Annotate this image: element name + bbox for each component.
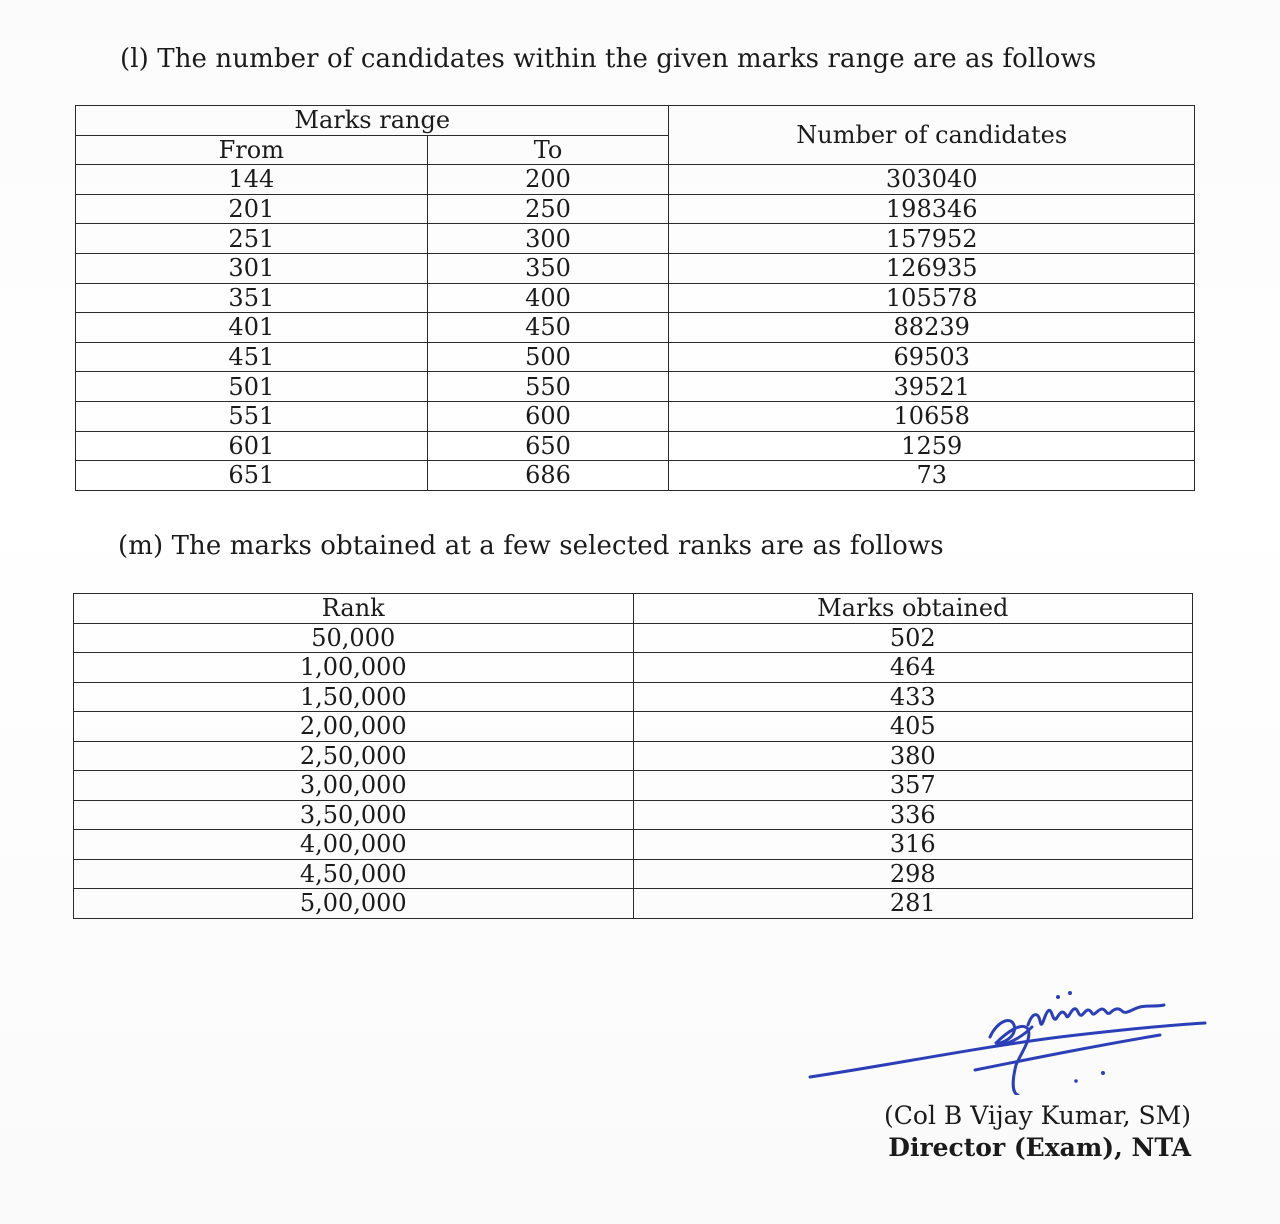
from-cell: 251 xyxy=(76,224,428,254)
from-cell: 451 xyxy=(76,342,428,372)
candidate-count-cell: 303040 xyxy=(669,165,1195,195)
from-cell: 601 xyxy=(76,431,428,461)
candidate-count-cell: 198346 xyxy=(669,194,1195,224)
marks-cell: 433 xyxy=(633,682,1193,712)
rank-cell: 3,50,000 xyxy=(74,800,634,830)
marks-cell: 336 xyxy=(633,800,1193,830)
from-cell: 401 xyxy=(76,313,428,343)
candidate-count-cell: 69503 xyxy=(669,342,1195,372)
to-cell: 300 xyxy=(427,224,669,254)
to-cell: 600 xyxy=(427,401,669,431)
table-row xyxy=(74,741,1193,771)
section-m-heading: (m) The marks obtained at a few selected ranks are as follows xyxy=(118,531,944,561)
table-row xyxy=(76,372,1195,402)
signatory-name: (Col B Vijay Kumar, SM) xyxy=(884,1101,1191,1130)
candidate-count-cell: 39521 xyxy=(669,372,1195,402)
table-row xyxy=(74,712,1193,742)
candidate-count-cell: 157952 xyxy=(669,224,1195,254)
marks-cell: 380 xyxy=(633,741,1193,771)
table-row xyxy=(76,253,1195,283)
signatory-block xyxy=(884,1100,1191,1164)
rank-cell: 3,00,000 xyxy=(74,771,634,801)
rank-cell: 2,00,000 xyxy=(74,712,634,742)
marks-cell: 281 xyxy=(633,889,1193,919)
table-row xyxy=(74,653,1193,683)
marks-cell: 405 xyxy=(633,712,1193,742)
to-cell: 500 xyxy=(427,342,669,372)
table-row xyxy=(74,623,1193,653)
table-row xyxy=(76,461,1195,491)
from-cell: 301 xyxy=(76,253,428,283)
marks-range-header: Marks range xyxy=(76,106,669,136)
signature-image xyxy=(800,985,1220,1095)
rank-marks-table xyxy=(73,593,1193,919)
from-cell: 201 xyxy=(76,194,428,224)
to-cell: 250 xyxy=(427,194,669,224)
candidate-count-cell: 1259 xyxy=(669,431,1195,461)
rank-header: Rank xyxy=(74,594,634,624)
to-cell: 400 xyxy=(427,283,669,313)
from-cell: 651 xyxy=(76,461,428,491)
marks-cell: 298 xyxy=(633,859,1193,889)
to-cell: 686 xyxy=(427,461,669,491)
rank-cell: 4,50,000 xyxy=(74,859,634,889)
section-l-heading: (l) The number of candidates within the given marks range are as follows xyxy=(120,44,1097,74)
table-row xyxy=(76,313,1195,343)
marks-cell: 357 xyxy=(633,771,1193,801)
candidate-count-cell: 126935 xyxy=(669,253,1195,283)
table-row xyxy=(74,771,1193,801)
to-cell: 550 xyxy=(427,372,669,402)
from-cell: 144 xyxy=(76,165,428,195)
marks-header: Marks obtained xyxy=(633,594,1193,624)
table-row xyxy=(76,224,1195,254)
from-cell: 551 xyxy=(76,401,428,431)
rank-cell: 1,00,000 xyxy=(74,653,634,683)
rank-cell: 50,000 xyxy=(74,623,634,653)
table-row xyxy=(74,682,1193,712)
table-header-row xyxy=(76,106,1195,136)
table-row xyxy=(76,283,1195,313)
table-header-row xyxy=(74,594,1193,624)
candidate-count-cell: 73 xyxy=(669,461,1195,491)
to-cell: 350 xyxy=(427,253,669,283)
table-row xyxy=(76,165,1195,195)
to-cell: 650 xyxy=(427,431,669,461)
table-row xyxy=(76,194,1195,224)
table-row xyxy=(76,401,1195,431)
to-cell: 450 xyxy=(427,313,669,343)
to-header: To xyxy=(427,135,669,165)
marks-cell: 502 xyxy=(633,623,1193,653)
table-row xyxy=(74,889,1193,919)
from-cell: 501 xyxy=(76,372,428,402)
from-header: From xyxy=(76,135,428,165)
table-row xyxy=(74,800,1193,830)
marks-cell: 464 xyxy=(633,653,1193,683)
table-row xyxy=(76,431,1195,461)
marks-cell: 316 xyxy=(633,830,1193,860)
signatory-designation: Director (Exam), NTA xyxy=(888,1133,1191,1162)
candidates-header: Number of candidates xyxy=(669,106,1195,165)
rank-cell: 4,00,000 xyxy=(74,830,634,860)
rank-cell: 5,00,000 xyxy=(74,889,634,919)
table-row xyxy=(74,830,1193,860)
from-cell: 351 xyxy=(76,283,428,313)
table-row xyxy=(76,342,1195,372)
rank-cell: 2,50,000 xyxy=(74,741,634,771)
to-cell: 200 xyxy=(427,165,669,195)
marks-range-table xyxy=(75,105,1195,491)
rank-cell: 1,50,000 xyxy=(74,682,634,712)
candidate-count-cell: 88239 xyxy=(669,313,1195,343)
table-row xyxy=(74,859,1193,889)
candidate-count-cell: 10658 xyxy=(669,401,1195,431)
candidate-count-cell: 105578 xyxy=(669,283,1195,313)
